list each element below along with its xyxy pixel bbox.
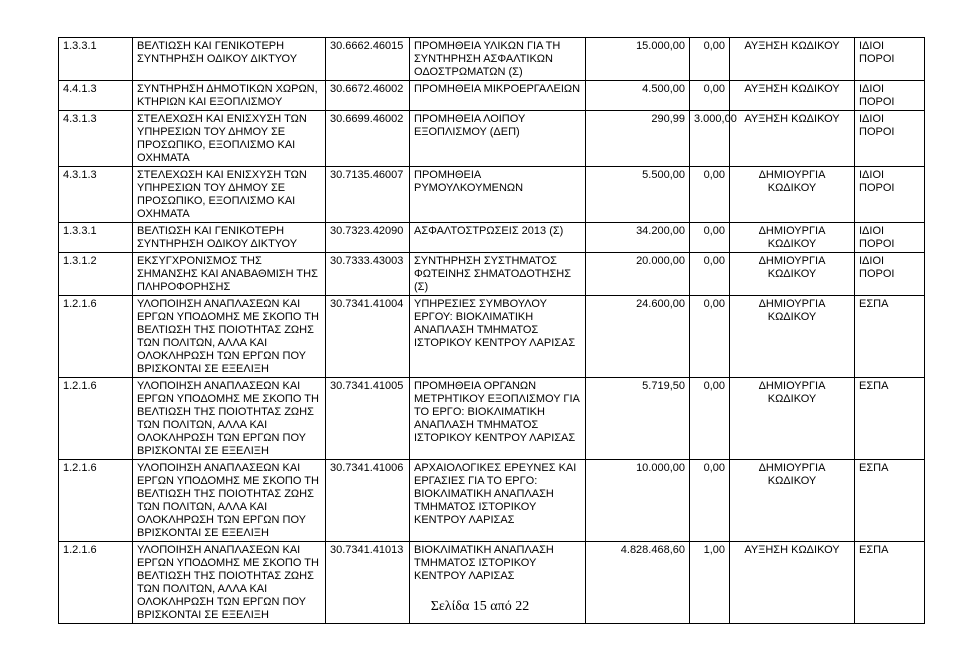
cell-account-code: 30.6699.46002	[326, 111, 410, 167]
cell-action-code: 1.2.1.6	[59, 460, 133, 542]
cell-amount-secondary: 0,00	[690, 38, 730, 81]
cell-action-description: ΥΛΟΠΟΙΗΣΗ ΑΝΑΠΛΑΣΕΩΝ ΚΑΙ ΕΡΓΩΝ ΥΠΟΔΟΜΗΣ ΜΕ ΣΚΟΠΟ ΤΗ ΒΕΛΤΙΩΣΗ ΤΗΣ ΠΟΙΟΤΗΤΑΣ ΖΩΗΣ ΤΩΝ ΠΟΛΙΤΩΝ, ΑΛΛΑ ΚΑΙ ΟΛΟΚΛΗΡΩΣΗ ΤΩΝ ΕΡΓΩΝ ΠΟΥ ΒΡΙΣΚΟΝΤΑΙ ΣΕ ΕΞΕΛΙΞΗ	[133, 460, 326, 542]
cell-amount: 4.500,00	[586, 81, 690, 111]
cell-action-code: 1.3.3.1	[59, 38, 133, 81]
cell-change-type: ΔΗΜΙΟΥΡΓΙΑ ΚΩΔΙΚΟΥ	[730, 378, 855, 460]
cell-change-type: ΑΥΞΗΣΗ ΚΩΔΙΚΟΥ	[730, 111, 855, 167]
cell-funding-source: ΙΔΙΟΙ ΠΟΡΟΙ	[855, 253, 925, 296]
cell-action-description: ΥΛΟΠΟΙΗΣΗ ΑΝΑΠΛΑΣΕΩΝ ΚΑΙ ΕΡΓΩΝ ΥΠΟΔΟΜΗΣ ΜΕ ΣΚΟΠΟ ΤΗ ΒΕΛΤΙΩΣΗ ΤΗΣ ΠΟΙΟΤΗΤΑΣ ΖΩΗΣ ΤΩΝ ΠΟΛΙΤΩΝ, ΑΛΛΑ ΚΑΙ ΟΛΟΚΛΗΡΩΣΗ ΤΩΝ ΕΡΓΩΝ ΠΟΥ ΒΡΙΣΚΟΝΤΑΙ ΣΕ ΕΞΕΛΙΞΗ	[133, 542, 326, 624]
page-number: Σελίδα 15 από 22	[430, 599, 530, 614]
cell-funding-source: ΙΔΙΟΙ ΠΟΡΟΙ	[855, 81, 925, 111]
cell-amount-secondary: 0,00	[690, 167, 730, 223]
cell-amount: 24.600,00	[586, 296, 690, 378]
cell-action-description: ΒΕΛΤΙΩΣΗ ΚΑΙ ΓΕΝΙΚΟΤΕΡΗ ΣΥΝΤΗΡΗΣΗ ΟΔΙΚΟΥ ΔΙΚΤΥΟΥ	[133, 223, 326, 253]
cell-funding-source: ΕΣΠΑ	[855, 296, 925, 378]
cell-amount-secondary: 0,00	[690, 378, 730, 460]
cell-account-title: ΑΣΦΑΛΤΟΣΤΡΩΣΕΙΣ 2013 (Σ)	[410, 223, 586, 253]
cell-amount-secondary: 1,00	[690, 542, 730, 624]
cell-funding-source: ΙΔΙΟΙ ΠΟΡΟΙ	[855, 38, 925, 81]
cell-change-type: ΔΗΜΙΟΥΡΓΙΑ ΚΩΔΙΚΟΥ	[730, 223, 855, 253]
cell-account-title: ΠΡΟΜΗΘΕΙΑ ΡΥΜΟΥΛΚΟΥΜΕΝΩΝ	[410, 167, 586, 223]
cell-account-title: ΠΡΟΜΗΘΕΙΑ ΟΡΓΑΝΩΝ ΜΕΤΡΗΤΙΚΟΥ ΕΞΟΠΛΙΣΜΟΥ ΓΙΑ ΤΟ ΕΡΓΟ: ΒΙΟΚΛΙΜΑΤΙΚΗ ΑΝΑΠΛΑΣΗ ΤΜΗΜΑΤΟΣ ΙΣΤΟΡΙΚΟΥ ΚΕΝΤΡΟΥ ΛΑΡΙΣΑΣ	[410, 378, 586, 460]
cell-funding-source: ΕΣΠΑ	[855, 460, 925, 542]
cell-action-code: 4.4.1.3	[59, 81, 133, 111]
table-row	[59, 296, 925, 378]
cell-action-description: ΥΛΟΠΟΙΗΣΗ ΑΝΑΠΛΑΣΕΩΝ ΚΑΙ ΕΡΓΩΝ ΥΠΟΔΟΜΗΣ ΜΕ ΣΚΟΠΟ ΤΗ ΒΕΛΤΙΩΣΗ ΤΗΣ ΠΟΙΟΤΗΤΑΣ ΖΩΗΣ ΤΩΝ ΠΟΛΙΤΩΝ, ΑΛΛΑ ΚΑΙ ΟΛΟΚΛΗΡΩΣΗ ΤΩΝ ΕΡΓΩΝ ΠΟΥ ΒΡΙΣΚΟΝΤΑΙ ΣΕ ΕΞΕΛΙΞΗ	[133, 296, 326, 378]
cell-action-code: 1.2.1.6	[59, 378, 133, 460]
cell-account-title: ΑΡΧΑΙΟΛΟΓΙΚΕΣ ΕΡΕΥΝΕΣ ΚΑΙ ΕΡΓΑΣΙΕΣ ΓΙΑ ΤΟ ΕΡΓΟ: ΒΙΟΚΛΙΜΑΤΙΚΗ ΑΝΑΠΛΑΣΗ ΤΜΗΜΑΤΟΣ ΙΣΤΟΡΙΚΟΥ ΚΕΝΤΡΟΥ ΛΑΡΙΣΑΣ	[410, 460, 586, 542]
cell-action-description: ΣΤΕΛΕΧΩΣΗ ΚΑΙ ΕΝΙΣΧΥΣΗ ΤΩΝ ΥΠΗΡΕΣΙΩΝ ΤΟΥ ΔΗΜΟΥ ΣΕ ΠΡΟΣΩΠΙΚΟ, ΕΞΟΠΛΙΣΜΟ ΚΑΙ ΟΧΗΜΑΤΑ	[133, 167, 326, 223]
cell-change-type: ΑΥΞΗΣΗ ΚΩΔΙΚΟΥ	[730, 38, 855, 81]
cell-account-code: 30.7341.41005	[326, 378, 410, 460]
cell-amount-secondary: 0,00	[690, 81, 730, 111]
cell-account-code: 30.7135.46007	[326, 167, 410, 223]
cell-amount: 34.200,00	[586, 223, 690, 253]
cell-change-type: ΑΥΞΗΣΗ ΚΩΔΙΚΟΥ	[730, 81, 855, 111]
cell-change-type: ΔΗΜΙΟΥΡΓΙΑ ΚΩΔΙΚΟΥ	[730, 253, 855, 296]
table-row	[59, 460, 925, 542]
cell-amount: 5.500,00	[586, 167, 690, 223]
cell-action-code: 4.3.1.3	[59, 167, 133, 223]
cell-amount-secondary: 0,00	[690, 296, 730, 378]
cell-account-code: 30.7341.41006	[326, 460, 410, 542]
table-row	[59, 111, 925, 167]
cell-funding-source: ΙΔΙΟΙ ΠΟΡΟΙ	[855, 223, 925, 253]
cell-account-title: ΥΠΗΡΕΣΙΕΣ ΣΥΜΒΟΥΛΟΥ ΕΡΓΟΥ: ΒΙΟΚΛΙΜΑΤΙΚΗ ΑΝΑΠΛΑΣΗ ΤΜΗΜΑΤΟΣ ΙΣΤΟΡΙΚΟΥ ΚΕΝΤΡΟΥ ΛΑΡΙΣΑΣ	[410, 296, 586, 378]
cell-change-type: ΔΗΜΙΟΥΡΓΙΑ ΚΩΔΙΚΟΥ	[730, 460, 855, 542]
cell-amount: 4.828.468,60	[586, 542, 690, 624]
table-row	[59, 81, 925, 111]
table-body	[59, 38, 925, 624]
table-row	[59, 378, 925, 460]
cell-action-code: 1.3.3.1	[59, 223, 133, 253]
cell-account-code: 30.6672.46002	[326, 81, 410, 111]
cell-funding-source: ΙΔΙΟΙ ΠΟΡΟΙ	[855, 167, 925, 223]
cell-action-description: ΒΕΛΤΙΩΣΗ ΚΑΙ ΓΕΝΙΚΟΤΕΡΗ ΣΥΝΤΗΡΗΣΗ ΟΔΙΚΟΥ ΔΙΚΤΥΟΥ	[133, 38, 326, 81]
cell-amount-secondary: 0,00	[690, 460, 730, 542]
cell-change-type: ΔΗΜΙΟΥΡΓΙΑ ΚΩΔΙΚΟΥ	[730, 167, 855, 223]
cell-amount: 290,99	[586, 111, 690, 167]
cell-funding-source: ΕΣΠΑ	[855, 542, 925, 624]
cell-amount-secondary: 0,00	[690, 253, 730, 296]
cell-change-type: ΔΗΜΙΟΥΡΓΙΑ ΚΩΔΙΚΟΥ	[730, 296, 855, 378]
cell-amount: 20.000,00	[586, 253, 690, 296]
budget-table	[58, 37, 925, 624]
cell-change-type: ΑΥΞΗΣΗ ΚΩΔΙΚΟΥ	[730, 542, 855, 624]
cell-account-title: ΣΥΝΤΗΡΗΣΗ ΣΥΣΤΗΜΑΤΟΣ ΦΩΤΕΙΝΗΣ ΣΗΜΑΤΟΔΟΤΗΣΗΣ (Σ)	[410, 253, 586, 296]
cell-amount: 15.000,00	[586, 38, 690, 81]
cell-account-title: ΒΙΟΚΛΙΜΑΤΙΚΗ ΑΝΑΠΛΑΣΗ ΤΜΗΜΑΤΟΣ ΙΣΤΟΡΙΚΟΥ ΚΕΝΤΡΟΥ ΛΑΡΙΣΑΣ	[410, 542, 586, 624]
cell-account-title: ΠΡΟΜΗΘΕΙΑ ΛΟΙΠΟΥ ΕΞΟΠΛΙΣΜΟΥ (ΔΕΠ)	[410, 111, 586, 167]
cell-action-code: 4.3.1.3	[59, 111, 133, 167]
cell-amount: 5.719,50	[586, 378, 690, 460]
cell-action-code: 1.2.1.6	[59, 542, 133, 624]
table-row	[59, 38, 925, 81]
table-row	[59, 253, 925, 296]
cell-amount-secondary: 3.000,00	[690, 111, 730, 167]
cell-account-code: 30.6662.46015	[326, 38, 410, 81]
cell-account-code: 30.7333.43003	[326, 253, 410, 296]
cell-action-description: ΥΛΟΠΟΙΗΣΗ ΑΝΑΠΛΑΣΕΩΝ ΚΑΙ ΕΡΓΩΝ ΥΠΟΔΟΜΗΣ ΜΕ ΣΚΟΠΟ ΤΗ ΒΕΛΤΙΩΣΗ ΤΗΣ ΠΟΙΟΤΗΤΑΣ ΖΩΗΣ ΤΩΝ ΠΟΛΙΤΩΝ, ΑΛΛΑ ΚΑΙ ΟΛΟΚΛΗΡΩΣΗ ΤΩΝ ΕΡΓΩΝ ΠΟΥ ΒΡΙΣΚΟΝΤΑΙ ΣΕ ΕΞΕΛΙΞΗ	[133, 378, 326, 460]
cell-account-title: ΠΡΟΜΗΘΕΙΑ ΜΙΚΡΟΕΡΓΑΛΕΙΩΝ	[410, 81, 586, 111]
cell-account-code: 30.7341.41013	[326, 542, 410, 624]
cell-account-title: ΠΡΟΜΗΘΕΙΑ ΥΛΙΚΩΝ ΓΙΑ ΤΗ ΣΥΝΤΗΡΗΣΗ ΑΣΦΑΛΤΙΚΩΝ ΟΔΟΣΤΡΩΜΑΤΩΝ (Σ)	[410, 38, 586, 81]
cell-action-code: 1.3.1.2	[59, 253, 133, 296]
cell-funding-source: ΕΣΠΑ	[855, 378, 925, 460]
cell-account-code: 30.7323.42090	[326, 223, 410, 253]
cell-amount-secondary: 0,00	[690, 223, 730, 253]
table-row	[59, 167, 925, 223]
cell-funding-source: ΙΔΙΟΙ ΠΟΡΟΙ	[855, 111, 925, 167]
cell-amount: 10.000,00	[586, 460, 690, 542]
table-row	[59, 223, 925, 253]
cell-action-description: ΣΤΕΛΕΧΩΣΗ ΚΑΙ ΕΝΙΣΧΥΣΗ ΤΩΝ ΥΠΗΡΕΣΙΩΝ ΤΟΥ ΔΗΜΟΥ ΣΕ ΠΡΟΣΩΠΙΚΟ, ΕΞΟΠΛΙΣΜΟ ΚΑΙ ΟΧΗΜΑΤΑ	[133, 111, 326, 167]
cell-action-code: 1.2.1.6	[59, 296, 133, 378]
cell-action-description: ΕΚΣΥΓΧΡΟΝΙΣΜΟΣ ΤΗΣ ΣΗΜΑΝΣΗΣ ΚΑΙ ΑΝΑΒΑΘΜΙΣΗ ΤΗΣ ΠΛΗΡΟΦΟΡΗΣΗΣ	[133, 253, 326, 296]
cell-account-code: 30.7341.41004	[326, 296, 410, 378]
cell-action-description: ΣΥΝΤΗΡΗΣΗ ΔΗΜΟΤΙΚΩΝ ΧΩΡΩΝ, ΚΤΗΡΙΩΝ ΚΑΙ ΕΞΟΠΛΙΣΜΟΥ	[133, 81, 326, 111]
